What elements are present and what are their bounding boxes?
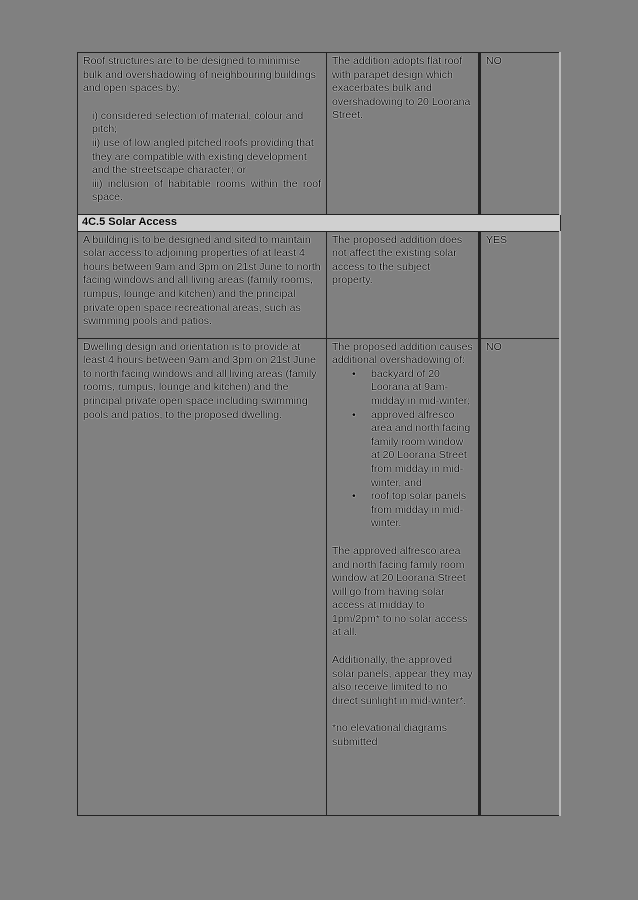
requirement-cell: A building is to be designed and sited to maintain solar access to adjoining properties of at least 4 hours between 9am and 3pm on 21st June to north facing windows and all living areas (family rooms, rumpus, lounge and kitchen) and the principal private open space recreational areas, such as swimming pools and patios. [78, 231, 327, 338]
table-row [78, 53, 561, 215]
complies-cell: NO [480, 53, 561, 215]
list-item: • backyard of 20 Loorana at 9am-midday in mid-winter; [371, 368, 473, 409]
table-row [78, 231, 561, 338]
requirement-item: ii) use of low angled pitched roofs providing that they are compatible with existing development and the streetscape character; or [92, 136, 314, 177]
requirement-item: iii) inclusion of habitable rooms within the roof space. [92, 177, 321, 204]
section-heading: 4C.5 Solar Access [78, 215, 561, 232]
comment-cell: The proposed addition does not affect the existing solar access to the subject property. [327, 231, 480, 338]
section-heading-row [78, 215, 561, 232]
comment-paragraph: The approved alfresco area and north facing family room window at 20 Loorana Street will go from having solar access at midday to 1pm/2pm* to no solar access at all. [332, 544, 468, 639]
complies-cell: YES [480, 231, 561, 338]
requirement-cell [78, 53, 327, 215]
requirement-intro: Roof structures are to be designed to minimise bulk and overshadowing of neighbouring buildings and open spaces by: [83, 55, 316, 95]
complies-cell: NO [480, 338, 561, 815]
compliance-table [77, 52, 561, 816]
comment-paragraph: Additionally, the approved solar panels, appear they may also receive limited to no direct sunlight in mid-winter*. [332, 654, 473, 707]
list-item: • approved alfresco area and north facing family room window at 20 Loorana Street from midday in mid-winter, and [371, 409, 473, 491]
comment-cell [327, 338, 480, 815]
table-row [78, 338, 561, 815]
requirement-item: i) considered selection of material, colour and pitch; [92, 109, 304, 136]
list-item: • roof top solar panels from midday in mid-winter. [371, 490, 473, 531]
comment-intro: The proposed addition causes additional overshadowing of: [332, 340, 473, 367]
comment-cell: The addition adopts flat roof with parapet design which exacerbates bulk and overshadowing to 20 Loorana Street. [327, 53, 480, 215]
overshadowing-list [332, 368, 473, 531]
requirement-cell: Dwelling design and orientation is to provide at least 4 hours between 9am and 3pm on 21st June to north facing windows and all living areas (family rooms, rumpus, lounge and kitchen) and the principal private open space including swimming pools and patios, to the proposed dwelling. [78, 338, 327, 815]
comment-note: *no elevational diagrams submitted [332, 722, 447, 749]
